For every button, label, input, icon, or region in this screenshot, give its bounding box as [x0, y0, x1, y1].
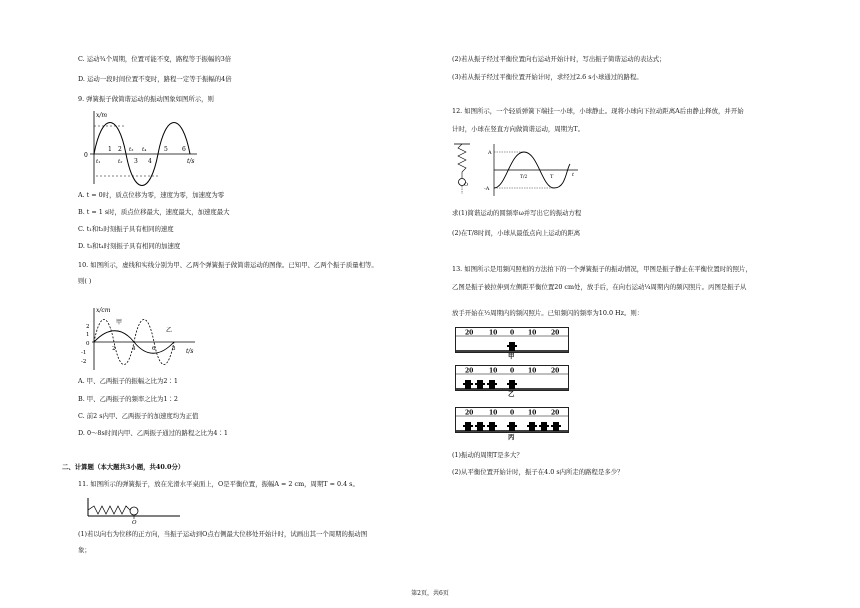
q12-label-t: t — [572, 172, 575, 178]
q12-part2: (2)在T/8时间，小球从最低点向上运动的距离 — [452, 229, 581, 237]
bing-scale-10-left: 10 — [489, 409, 498, 417]
q10-option-b: B. 甲、乙两振子的频率之比为1∶2 — [78, 395, 178, 403]
q9-tick-6: 6 — [182, 146, 186, 153]
jia-scale-20-right: 20 — [551, 329, 560, 337]
q10-xtick-2: 2 — [112, 346, 116, 352]
q9-mark-t4: t₄ — [142, 147, 147, 153]
q13-part1: (1)振动的周期T是多大？ — [452, 451, 523, 459]
q10-option-a: A. 甲、乙两振子的振幅之比为2∶1 — [78, 377, 178, 385]
q11-part1-cont: 象； — [78, 546, 91, 554]
yi-scale-10-left: 10 — [489, 367, 498, 375]
q10-xtick-8: 8 — [172, 346, 176, 352]
question-13-cont: 乙图是振子被拉伸到左侧距平衡位置20 cm处，放手后，在向右运动¼周期内的频闪照片。丙图是振子从 — [452, 283, 747, 291]
q12-label-a: A — [488, 150, 492, 156]
q9-tick-2: 2 — [118, 146, 122, 153]
q10-label-yi: 乙 — [166, 327, 173, 334]
q9-option-c: C. t₁和t₂时刻振子具有相同的速度 — [78, 225, 174, 233]
q11-part3: (3)若从振子经过平衡位置开始计时，求经过2.6 s小球通过的路程。 — [452, 73, 643, 81]
q9-xlabel: t/s — [187, 158, 195, 165]
q9-tick-3: 3 — [134, 158, 138, 165]
q13-part2: (2)从平衡位置开始计时，振子在4.0 s内所走的路程是多少？ — [452, 468, 624, 476]
q12-part1: 求(1)简谐运动的圆频率ω并写出它的振动方程 — [452, 209, 582, 217]
yi-scale-20-right: 20 — [551, 367, 560, 375]
q10-ylabel: x/cm — [96, 307, 111, 314]
q10-vibration-graph — [80, 300, 200, 372]
question-12-cont: 计时，小球在竖直方向做简谐运动，周期为T。 — [452, 125, 585, 133]
yi-scale-10-right: 10 — [528, 367, 537, 375]
question-11: 11. 如图所示的弹簧振子，放在光滑水平桌面上，O是平衡位置，振幅A = 2 cm，周期T = 0.4 s。 — [78, 480, 359, 488]
q12-label-period-t: T — [550, 174, 554, 180]
q10-xlabel: t/s — [186, 348, 194, 355]
q10-option-c: C. 前2 s内甲、乙两振子的加速度均为正值 — [78, 412, 199, 420]
q11-spring-figure — [84, 494, 184, 524]
bing-scale-0: 0 — [510, 409, 515, 417]
q9-ylabel: x/m — [96, 112, 108, 119]
q10-ytick-neg2: -2 — [81, 359, 87, 365]
strobe-strip-yi — [455, 365, 569, 391]
figure-label-yi: 乙 — [508, 390, 515, 398]
question-12: 12. 如图所示，一个轻质弹簧下端挂一小球，小球静止。现将小球向下拉动距离A后由静止释放，并开始 — [452, 107, 744, 115]
jia-scale-10-right: 10 — [528, 329, 537, 337]
q12-o-label: O — [464, 182, 469, 188]
q10-ytick-neg1: -1 — [81, 350, 87, 356]
q11-figure-o-label: O — [132, 520, 137, 524]
q10-option-d: D. 0～8s时间内甲、乙两振子通过的路程之比为4∶1 — [78, 429, 228, 437]
yi-scale-20-left: 20 — [465, 367, 474, 375]
strobe-strip-jia — [455, 327, 569, 353]
question-13: 13. 如图所示是用频闪照相的方法拍下的一个弹簧振子的振动情况，甲图是振子静止在平衡位置时的照片， — [452, 265, 752, 273]
q10-ytick-2: 2 — [86, 324, 90, 330]
figure-label-jia: 甲 — [508, 352, 515, 360]
q9-mark-t3: t₃ — [129, 147, 134, 153]
q9-tick-1: 1 — [108, 146, 112, 153]
q12-label-neg-a: -A — [484, 186, 490, 192]
q10-xtick-6: 6 — [152, 346, 156, 352]
strobe-strip-bing — [455, 407, 569, 433]
q9-vibration-graph — [82, 108, 202, 186]
q9-mark-t1: t₁ — [96, 159, 101, 165]
question-10: 10. 如图所示，虚线和实线分别为甲、乙两个弹簧振子做简谐运动的图像。已知甲、乙两个振子质量相等。 — [78, 261, 378, 269]
option-c: C. 运动¾个周期，位置可能不变，路程等于振幅的3倍 — [78, 55, 232, 63]
jia-scale-20-left: 20 — [465, 329, 474, 337]
bing-scale-10-right: 10 — [528, 409, 537, 417]
q12-label-half-t: T/2 — [520, 175, 528, 180]
q12-spring-graph-figure — [450, 142, 590, 198]
q9-tick-5: 5 — [164, 146, 168, 153]
q10-label-jia: 甲 — [116, 319, 123, 326]
q9-option-d: D. t₃和t₄时刻振子具有相同的加速度 — [78, 242, 181, 250]
q11-part1: (1)若以向右为位移的正方向，当振子运动到O点右侧最大位移处开始计时，试画出其一个周期的振动图 — [78, 530, 368, 538]
question-9: 9. 弹簧振子做简谐运动的振动图象如图所示，则 — [78, 95, 214, 103]
section-heading: 二、计算题（本大题共3小题，共40.0分） — [62, 463, 185, 471]
q11-part2: (2)若从振子经过平衡位置向右运动开始计时，写出振子简谐运动的表达式； — [452, 55, 666, 63]
q10-ytick-1: 1 — [86, 332, 90, 338]
page-footer: 第2页，共6页 — [411, 590, 449, 597]
option-d: D. 运动一段时间位置不变时，路程一定等于振幅的4倍 — [78, 75, 232, 83]
figure-label-bing: 丙 — [508, 433, 515, 441]
q9-mark-t2: t₂ — [118, 159, 123, 165]
question-13-cont2: 放手开始在½周期内的频闪照片。已知频闪的频率为10.0 Hz。则： — [452, 309, 644, 317]
bing-scale-20-left: 20 — [465, 409, 474, 417]
q9-origin: 0 — [84, 152, 88, 159]
q10-xtick-4: 4 — [132, 346, 136, 352]
q10-ytick-0: 0 — [86, 341, 90, 347]
q9-tick-4: 4 — [148, 158, 152, 165]
bing-scale-20-right: 20 — [551, 409, 560, 417]
yi-scale-0: 0 — [510, 367, 515, 375]
question-10-cont: 则( ) — [78, 277, 92, 285]
jia-scale-10-left: 10 — [489, 329, 498, 337]
q9-option-b: B. t = 1 s时，质点位移最大，速度最大，加速度最大 — [78, 208, 230, 216]
q9-option-a: A. t = 0时，质点位移为零，速度为零，加速度为零 — [78, 191, 225, 199]
jia-scale-0: 0 — [510, 329, 515, 337]
